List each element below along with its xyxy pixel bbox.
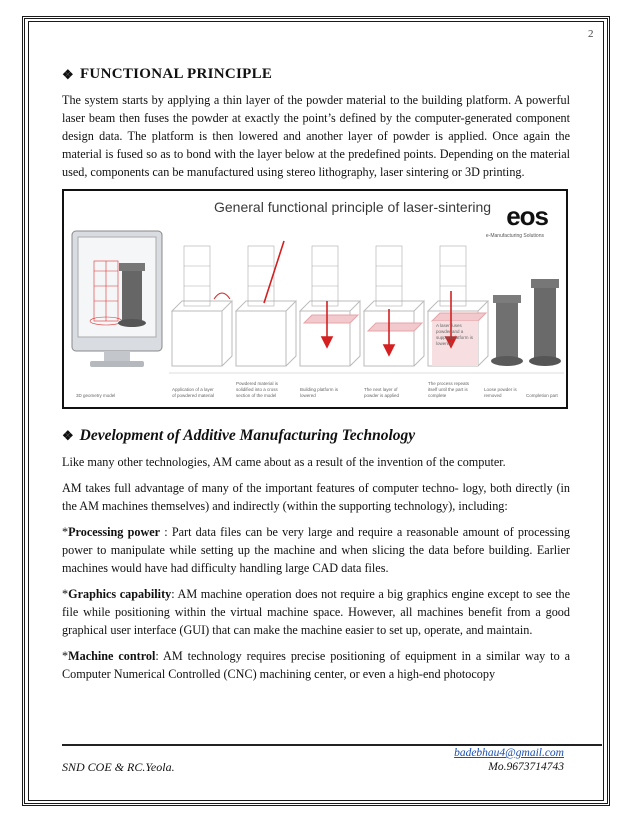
eos-logo: eos [506,201,548,231]
footer-mobile: Mo.9673714743 [488,761,564,773]
section-heading-functional-principle: ❖ FUNCTIONAL PRINCIPLE [62,66,273,82]
footer-divider [62,744,602,746]
footer-college: SND COE & RC.Yeola. [62,760,175,774]
eos-logo-subtitle: e-Manufacturing Solutions [485,233,544,239]
graphics-capability-paragraph: *Graphics capability: AM machine operation does not require a big graphics engine except to see the file while positioning within the virtual machine space. However, all machines benefit from a good graphical user interface (GUI) that can make the machine easier to set up, operate, and maintain. [62,587,570,637]
figure-caption: The process repeats itself until the part is complete [428,381,470,398]
laser-sintering-figure [62,189,568,409]
figure-title: General functional principle of laser-sintering [214,199,492,215]
footer-email-link[interactable]: badebhau4@gmail.com [454,747,564,759]
figure-caption: Application of a layer of powdered material [172,387,215,398]
laser-sintering-illustration [64,191,566,407]
functional-principle-paragraph: The system starts by applying a thin layer of the powder material to the building platform. A powerful laser beam then fuses the powder at exactly the point’s defined by the computer-generated component design data. The platform is then lowered and another layer of powder is applied. Once again the material is fused so as to bond with the layer below at the predefined points. Depending on the material used, components can be manufactured using stereo lithography, laser sintering or 3D printing. [62,93,570,179]
figure-caption: Powdered material is solidified into a cross section of the model [236,381,279,398]
page-content [62,66,570,691]
figure-caption: 3D geometry model [76,393,116,398]
machine-control-paragraph: *Machine control: AM technology requires precise positioning of equipment in a similar way to a Computer Numerical Controlled (CNC) machining center, or even a high-end photocopy [62,649,570,681]
figure-caption: Completion part [526,393,558,398]
monitor-icon [72,231,162,367]
diamond-bullet-icon: ❖ [62,66,74,82]
development-paragraph-1: Like many other technologies, AM came about as a result of the invention of the computer. [62,455,506,469]
figure-caption: Loose powder is removed [484,387,517,398]
processing-power-paragraph: *Processing power : Part data files can be very large and require a reasonable amount of processing power to manipulate while setting up the machine and when slicing the data before building. Earlier machines would have had difficulty handling large CAD data files. [62,525,570,575]
section-heading-development: ❖ Development of Additive Manufacturing Technology [62,427,416,444]
figure-caption: The next layer of powder is applied [364,387,400,398]
development-paragraph-2: AM takes full advantage of many of the important features of computer techno- logy, both directly (in the AM machines themselves) and indirectly (within the supporting technology), including: [62,481,570,513]
figure-callout: A laser fuses powder and a support platform is lowered [436,323,474,346]
finished-part-icon [491,279,561,366]
diamond-bullet-icon: ❖ [62,428,74,443]
page-number: 2 [588,28,594,40]
figure-caption: Building platform is lowered [300,387,339,398]
